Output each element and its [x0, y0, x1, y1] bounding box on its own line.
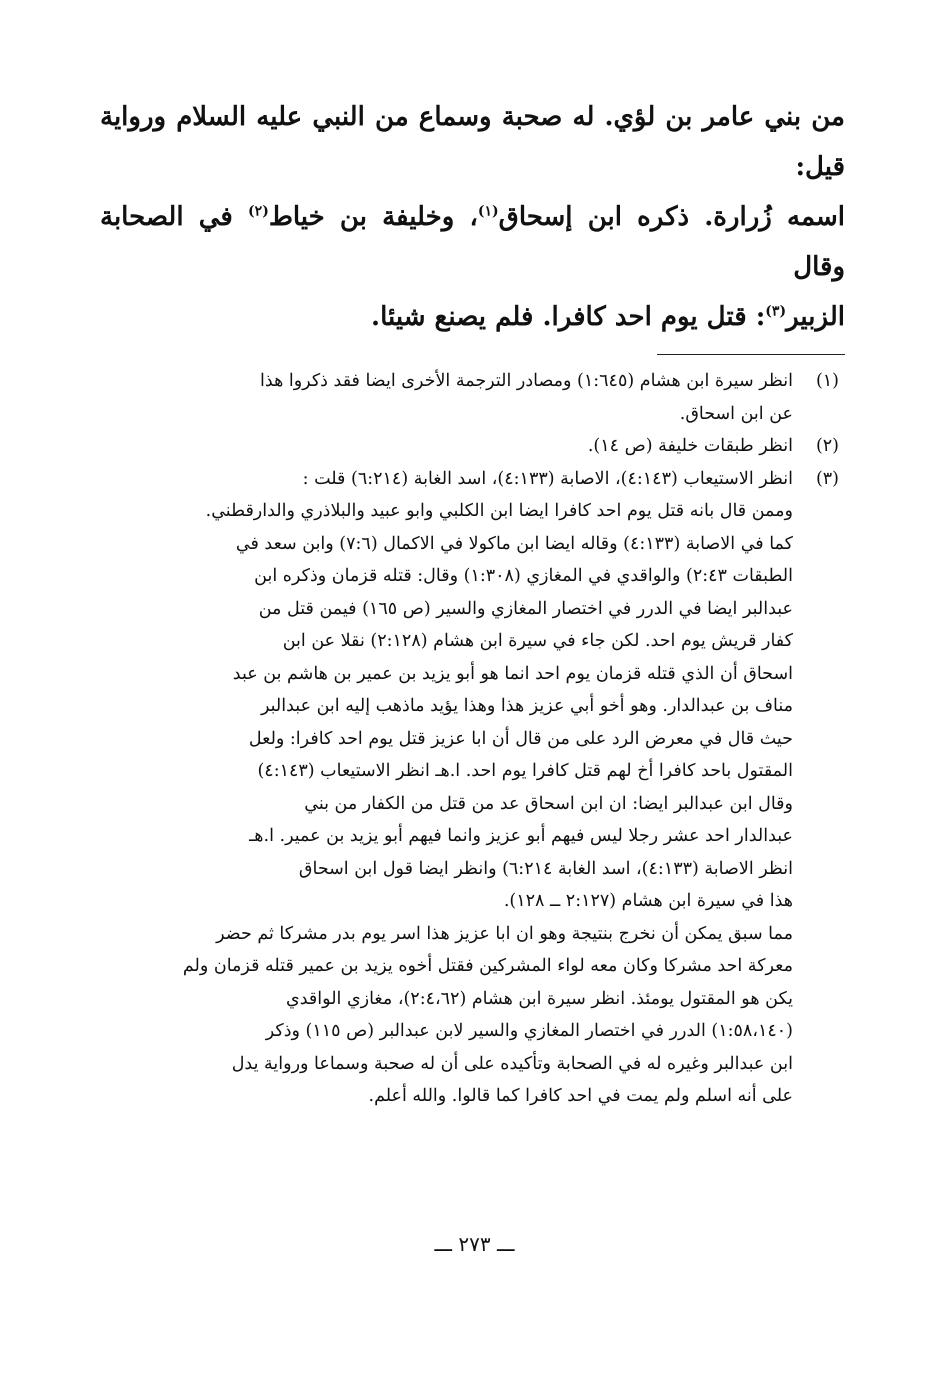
footnote-line: انظر الاصابة (٤:١٣٣)، اسد الغابة ٦:٢١٤) وانظر ايضا قول ابن اسحاق — [298, 858, 793, 879]
footnote-ref-1[interactable]: (١) — [477, 203, 499, 220]
main-line-3-a: الزبير — [786, 302, 845, 332]
continuation-line: على أنه اسلم ولم يمت في احد كافرا كما قالوا. والله أعلم. — [368, 1086, 793, 1106]
continuation-line: يكن هو المقتول يومئذ. انظر سيرة ابن هشام (٢:٤،٦٢)، مغازي الواقدي — [286, 988, 793, 1009]
continuation-line: مما سبق يمكن أن نخرج بنتيجة وهو ان ابا عزيز هذا اسر يوم بدر مشركا ثم حضر — [216, 923, 793, 944]
footnote-line: الطبقات ٢:٤٣) والواقدي في المغازي (١:٣٠٨) وقال: قتله قزمان وذكره ابن — [254, 566, 793, 586]
footnote-line: اسحاق أن الذي قتله قزمان يوم احد انما هو أبو يزيد بن عمير بن هاشم بن عبد — [232, 663, 793, 684]
footnote-line: المقتول باحد كافرا أخ لهم قتل كافرا يوم احد. ا.هـ انظر الاستيعاب (٤:١٤٣) — [257, 761, 793, 781]
footnote-1 — [100, 365, 845, 430]
footnote-continuation-body — [100, 918, 793, 1113]
footnote-body — [100, 365, 793, 430]
footnote-line: عبدالدار احد عشر رجلا ليس فيهم أبو عزيز وانما فيهم أبو يزيد بن عمير. ا.هـ — [249, 826, 793, 846]
footnote-line: هذا في سيرة ابن هشام (٢:١٢٧ ــ ١٢٨). — [503, 891, 793, 911]
footnote-number: (١) — [815, 371, 839, 391]
continuation-line: ابن عبدالبر وغيره له في الصحابة وتأكيده على أن له صحبة وسماعا ورواية يدل — [231, 1053, 793, 1074]
footnote-separator — [657, 354, 845, 355]
continuation-line: معركة احد مشركا وكان معه لواء المشركين فقتل أخوه يزيد بن عمير قتله قزمان ولم — [182, 956, 793, 976]
footnote-line: وممن قال بانه قتل يوم احد كافرا ايضا ابن الكلبي وابو عبيد والبلاذري والدارقطني. — [205, 501, 793, 521]
footnote-ref-3[interactable]: (٣) — [765, 303, 787, 320]
page-number: ـــ ٢٧٣ ـــ — [434, 1232, 515, 1256]
footnote-3 — [100, 463, 845, 918]
main-line-3-b: : قتل يوم احد كافرا. فلم يصنع شيئا. — [371, 302, 766, 332]
footnote-line: انظر الاستيعاب (٤:١٤٣)، الاصابة (٤:١٣٣)، اسد الغابة (٦:٢١٤) قلت : — [302, 468, 793, 489]
footnote-number: (٣) — [815, 468, 839, 489]
main-paragraph — [100, 92, 845, 342]
footnote-2 — [100, 430, 845, 463]
main-line-2-a: اسمه زُرارة. ذكره ابن إسحاق — [498, 202, 845, 232]
main-line-2 — [100, 192, 845, 292]
footnote-line: انظر طبقات خليفة (ص ١٤). — [587, 436, 793, 456]
footnote-line: حيث قال في معرض الرد على من قال أن ابا عزيز قتل يوم احد كافرا: ولعل — [248, 728, 793, 749]
main-line-2-c: في الصحابة وقال — [100, 202, 845, 282]
footnote-line: وقال ابن عبدالبر ايضا: ان ابن اسحاق عد من قتل من الكفار من بني — [304, 793, 793, 814]
footnotes — [100, 365, 845, 1113]
continuation-line: (١:٥٨،١٤٠) الدرر في اختصار المغازي والسير لابن عبدالبر (ص ١١٥) وذكر — [265, 1021, 793, 1041]
footnote-number: (٢) — [815, 436, 839, 456]
footnote-line: عبدالبر ايضا في الدرر في اختصار المغازي والسير (ص ١٦٥) فيمن قتل من — [258, 598, 793, 619]
footnote-continuation — [100, 918, 845, 1113]
footnote-ref-2[interactable]: (٢) — [248, 203, 269, 220]
main-line-2-b: ، وخليفة بن خياط — [268, 202, 478, 232]
main-line-1: من بني عامر بن لؤي. له صحبة وسماع من النبي عليه السلام ورواية قيل: — [100, 102, 845, 182]
page — [100, 92, 845, 1113]
footnote-line: كما في الاصابة (٤:١٣٣) وقاله ايضا ابن ماكولا في الاكمال (٧:٦) وابن سعد في — [235, 533, 793, 554]
footnote-line: كفار قريش يوم احد. لكن جاء في سيرة ابن هشام (٢:١٢٨) نقلا عن ابن — [282, 631, 793, 651]
footnote-body — [100, 463, 793, 918]
footnote-body — [100, 430, 793, 463]
main-line-3 — [100, 292, 845, 342]
footnote-line: مناف بن عبدالدار. وهو أخو أبي عزيز هذا وهذا يؤيد ماذهب إليه ابن عبدالبر — [260, 696, 793, 716]
footnote-line: انظر سيرة ابن هشام (١:٦٤٥) ومصادر الترجمة الأخرى ايضا فقد ذكروا هذا — [260, 371, 793, 391]
footnote-line: عن ابن اسحاق. — [679, 403, 793, 424]
